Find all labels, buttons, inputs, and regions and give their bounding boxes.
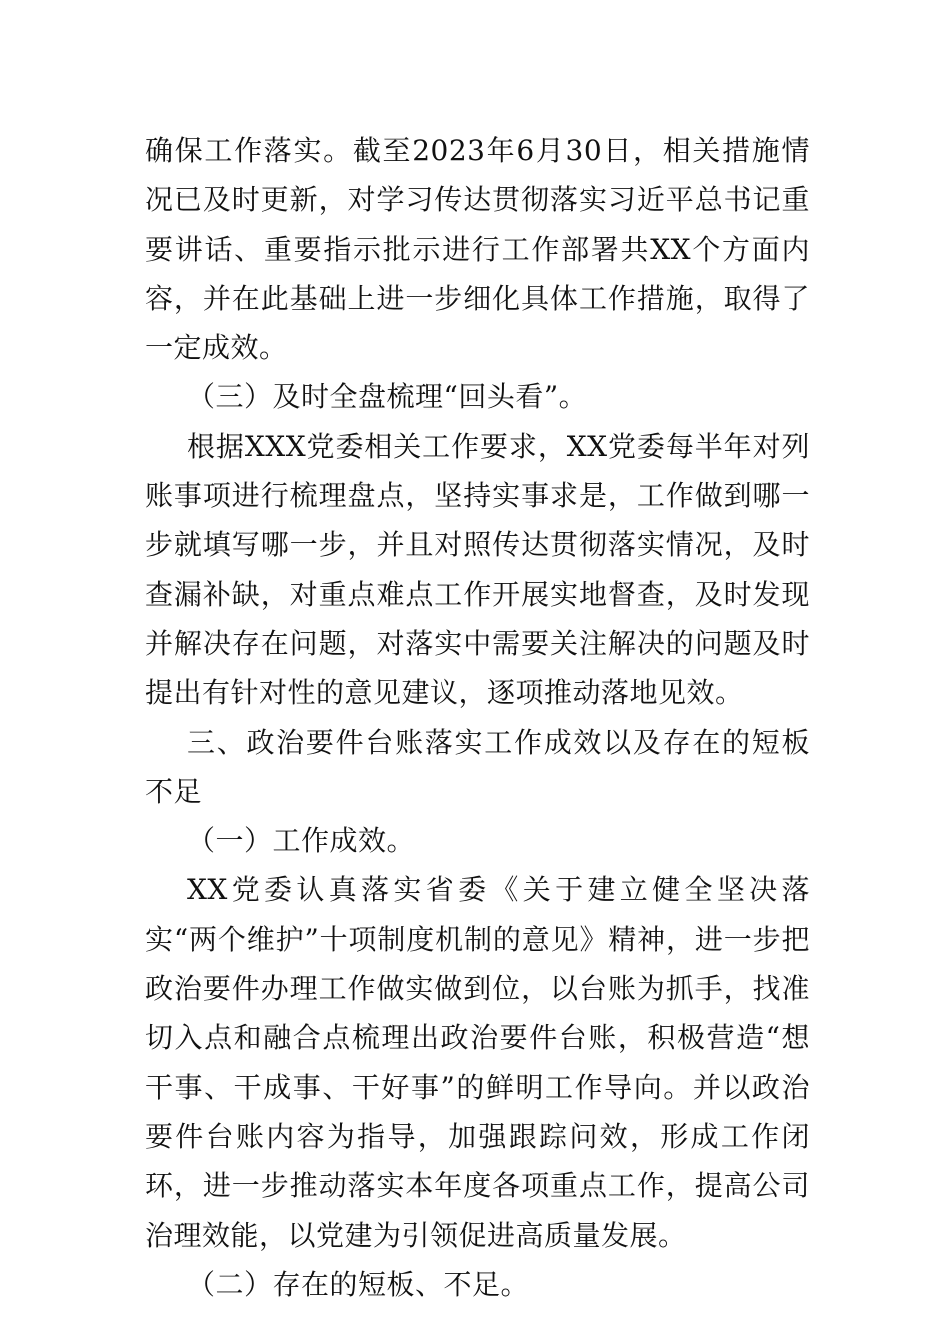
heading-shortcomings: （二）存在的短板、不足。: [187, 1267, 530, 1301]
paragraph-achievements: XX党委认真落实省委《关于建立健全坚决落实“两个维护”十项制度机制的意见》精神，进一步把政治要件办理工作做实做到位，以台账为抓手，找准切入点和融合点梳理出政治要件台账，积极营造“想干事、干成事、干好事”的鲜明工作导向。并以政治要件台账内容为指导，加强跟踪问效，形成工作闭环，进一步推动落实本年度各项重点工作，提高公司治理效能，以党建为引领促进高质量发展。: [145, 873, 810, 1252]
heading-section-three: 三、政治要件台账落实工作成效以及存在的短板不足: [145, 725, 810, 808]
heading-review: （三）及时全盘梳理“回头看”。: [187, 380, 588, 414]
paragraph-review: 根据XXX党委相关工作要求，XX党委每半年对列账事项进行梳理盘点，坚持实事求是，工作做到哪一步就填写哪一步，并且对照传达贯彻落实情况，及时查漏补缺，对重点难点工作开展实地督查，及时发现并解决存在问题，对落实中需要关注解决的问题及时提出有针对性的意见建议，逐项推动落地见效。: [145, 429, 810, 710]
heading-achievements: （一）工作成效。: [187, 824, 416, 858]
paragraph-measures-update: 确保工作落实。截至2023年6月30日，相关措施情况已及时更新，对学习传达贯彻落实习近平总书记重要讲话、重要指示批示进行工作部署共XX个方面内容，并在此基础上进一步细化具体工作措施，取得了一定成效。: [145, 134, 810, 365]
document-body: [145, 126, 810, 1309]
